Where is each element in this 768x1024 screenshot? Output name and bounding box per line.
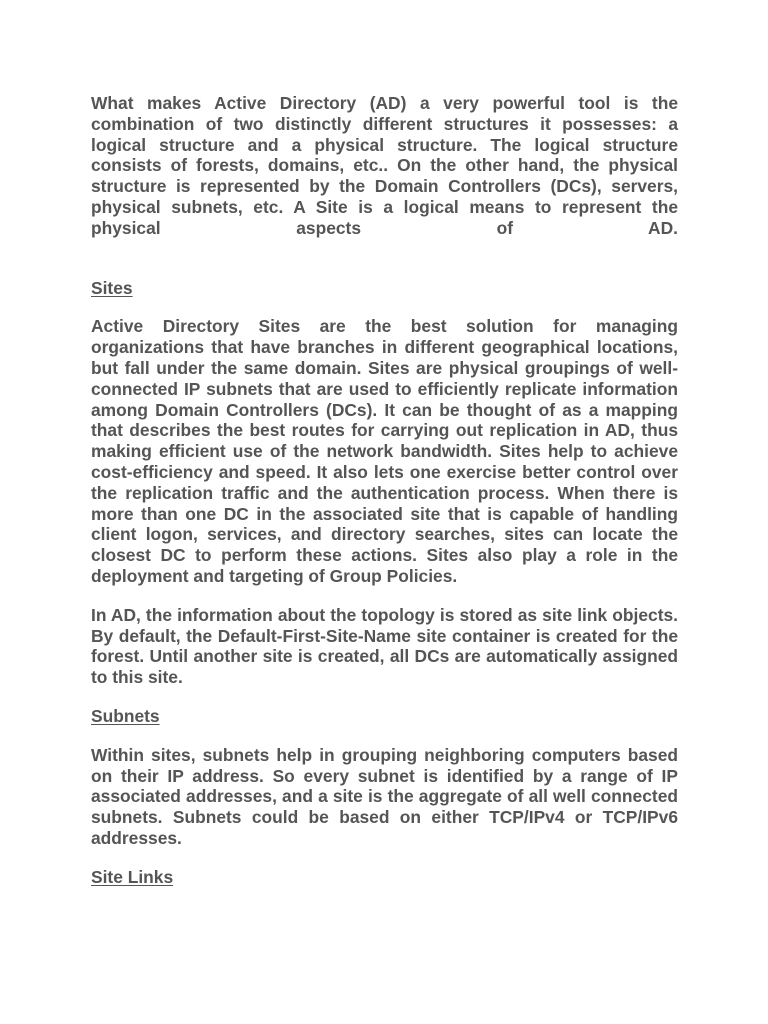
document-page xyxy=(91,93,678,888)
site-links-heading: Site Links xyxy=(91,866,174,887)
intro-paragraph: What makes Active Directory (AD) a very powerful tool is the combination of two distinctly different structures it possesses: a logical structure and a physical structure. The logical structure consists of forests, domains, etc.. On the other hand, the physical structure is represented by the Domain Controllers (DCs), servers, physical subnets, etc. A Site is a logical means to represent the physical aspects of AD. xyxy=(91,93,678,238)
subnets-paragraph: Within sites, subnets help in grouping neighboring computers based on their IP address. So every subnet is identified by a range of IP associated addresses, and a site is the aggregate of all well connected subnets. Subnets could be based on either TCP/IPv4 or TCP/IPv6 addresses. xyxy=(91,744,678,848)
subnets-heading: Subnets xyxy=(91,705,160,726)
sites-heading: Sites xyxy=(91,277,133,298)
sites-paragraph-1: Active Directory Sites are the best solution for managing organizations that have branches in different geographical locations, but fall under the same domain. Sites are physical groupings of well-connected IP subnets that are used to efficiently replicate information among Domain Controllers (DCs). It can be thought of as a mapping that describes the best routes for carrying out replication in AD, thus making efficient use of the network bandwidth. Sites help to achieve cost-efficiency and speed. It also lets one exercise better control over the replication traffic and the authentication process. When there is more than one DC in the associated site that is capable of handling client logon, services, and directory searches, sites can locate the closest DC to perform these actions. Sites also play a role in the deployment and targeting of Group Policies. xyxy=(91,316,678,586)
sites-paragraph-2: In AD, the information about the topology is stored as site link objects. By default, the Default-First-Site-Name site container is created for the forest. Until another site is created, all DCs are automatically assigned to this site. xyxy=(91,604,678,688)
